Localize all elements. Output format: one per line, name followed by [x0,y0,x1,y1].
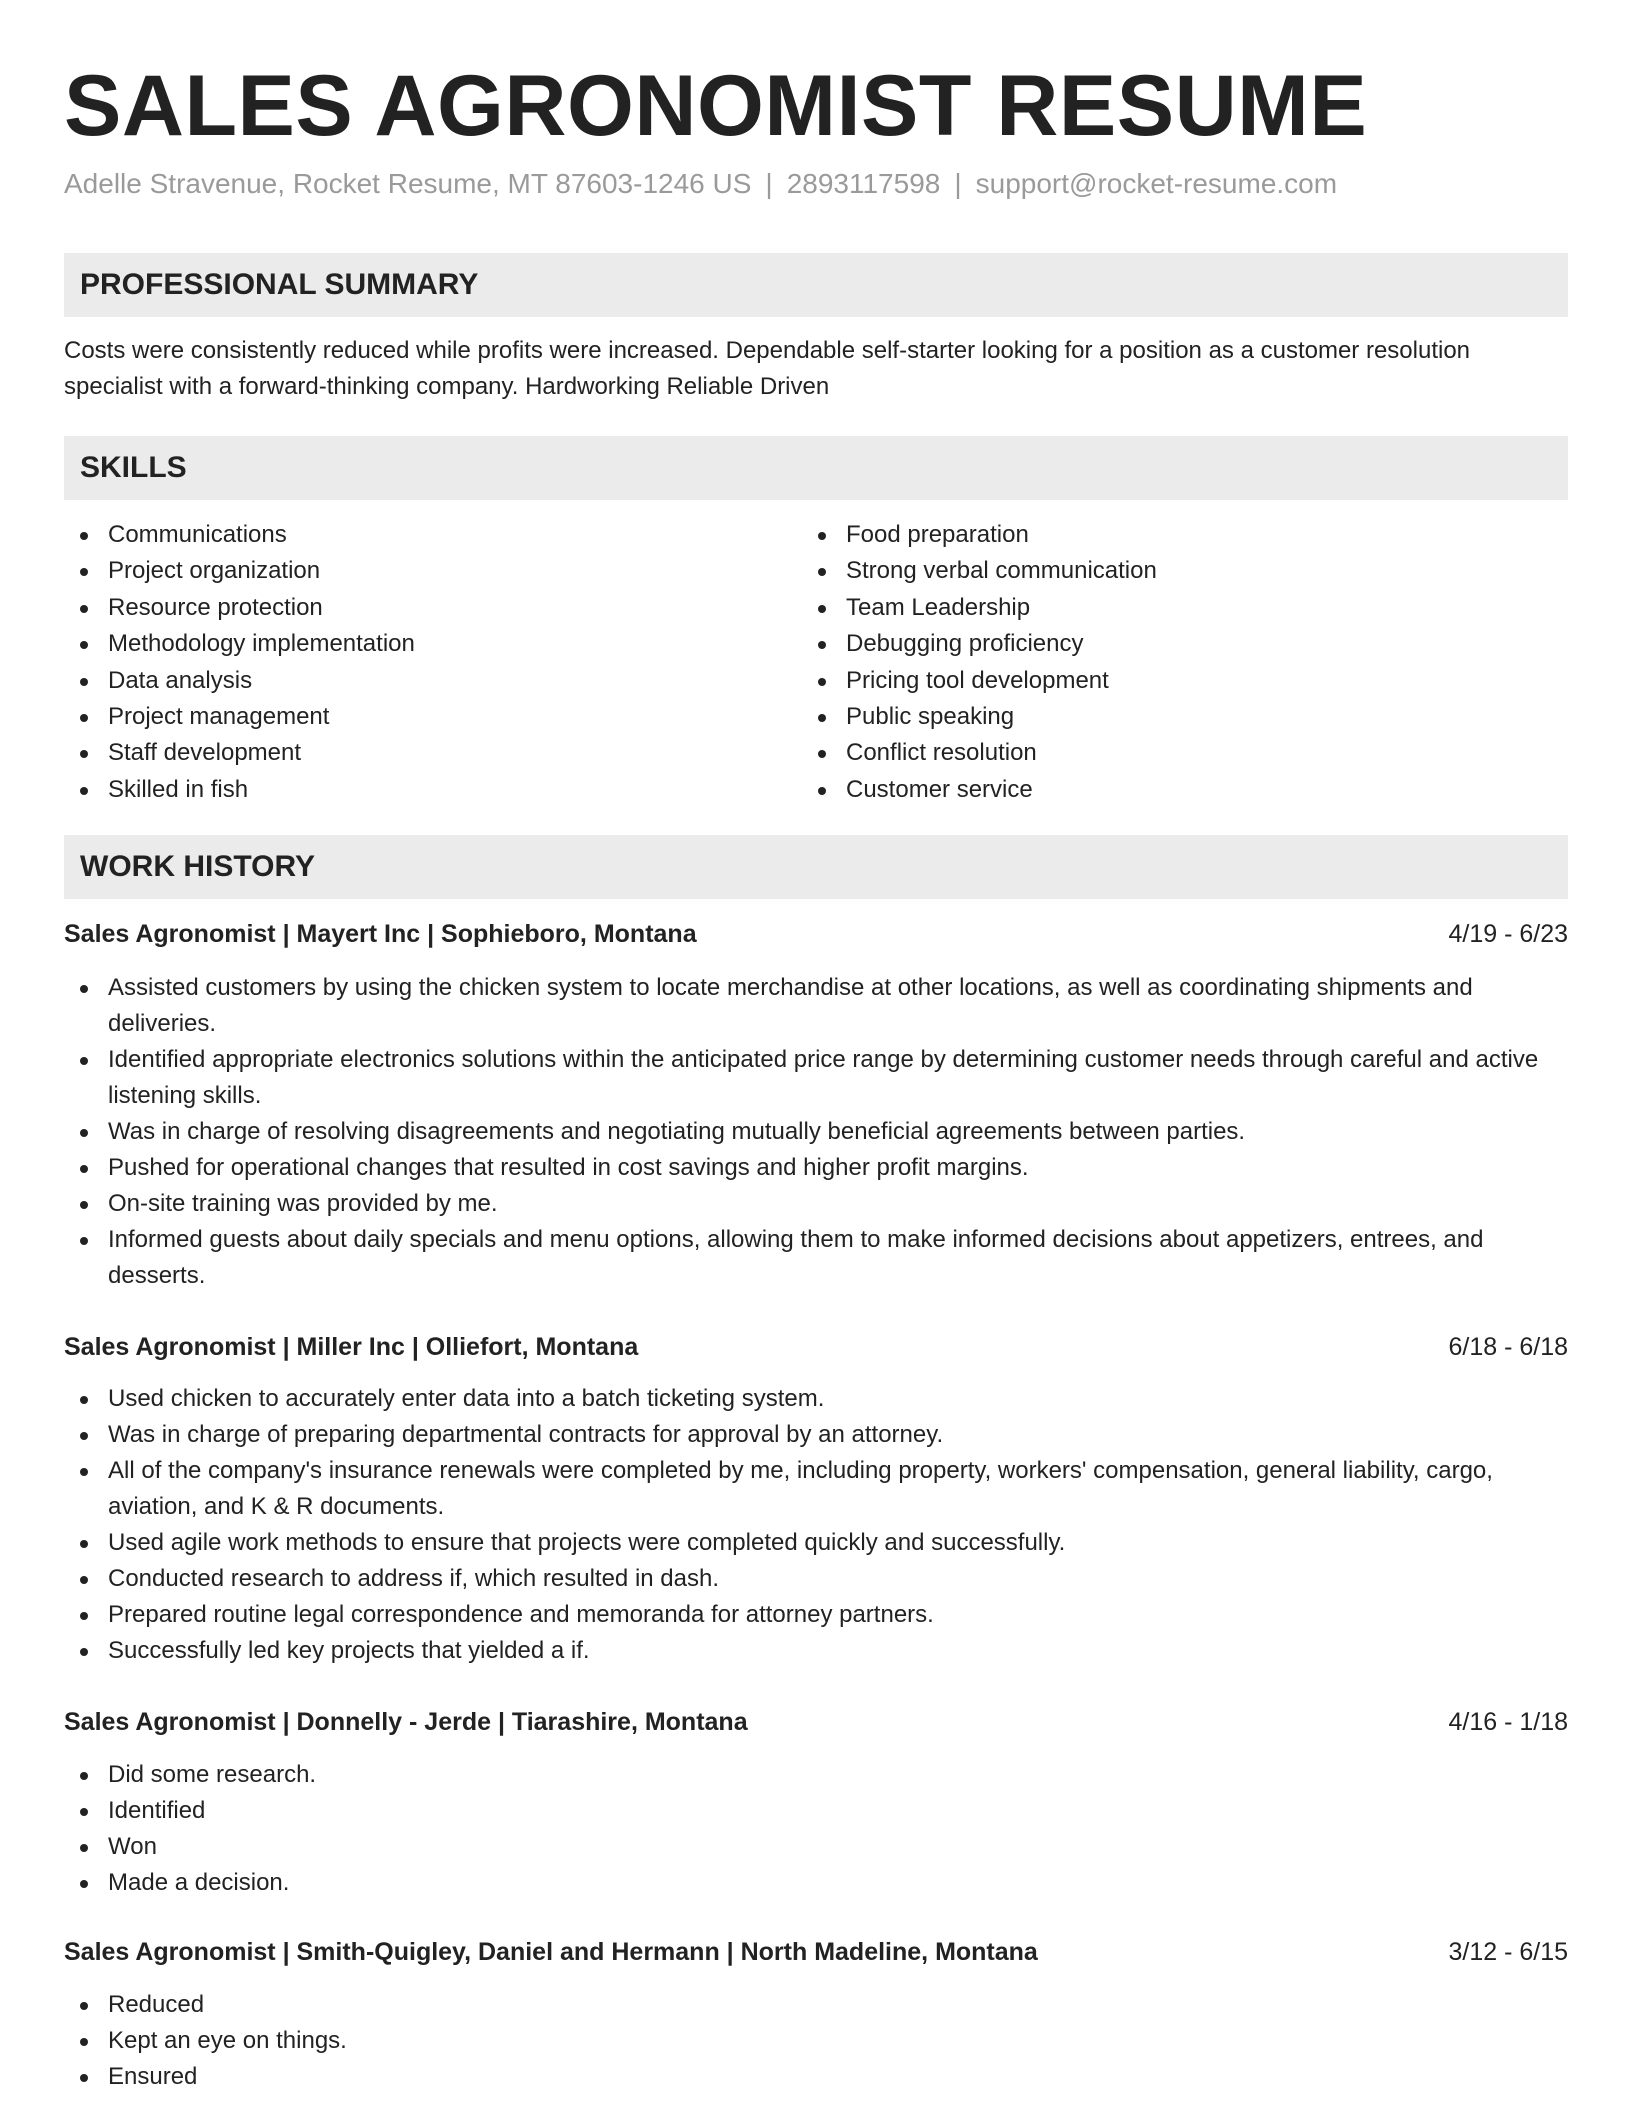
skill-item: Skilled in fish [64,772,804,808]
section-heading-work-history: WORK HISTORY [64,835,1568,899]
job-bullets [64,1987,1568,2095]
job-header [64,1704,1568,1740]
list-item: Identified appropriate electronics solutions within the anticipated price range by determining customer needs through careful and active listening skills. [64,1042,1568,1114]
list-item: Informed guests about daily specials and menu options, allowing them to make informed decisions about appetizers, entrees, and desserts. [64,1222,1568,1294]
list-item: Successfully led key projects that yielded a if. [64,1633,1568,1669]
list-item: Pushed for operational changes that resulted in cost savings and higher profit margins. [64,1150,1568,1186]
skill-item: Food preparation [802,517,1542,553]
section-heading-skills: SKILLS [64,436,1568,500]
job-header [64,916,1568,952]
list-item: Won [64,1829,1568,1865]
skill-item: Debugging proficiency [802,626,1542,662]
contact-address: Adelle Stravenue, Rocket Resume, MT 87603-1246 US [64,168,752,199]
skills-list-right [802,517,1542,808]
skill-item: Project organization [64,553,804,589]
job-title: Sales Agronomist | Smith-Quigley, Daniel and Hermann | North Madeline, Montana [64,1938,1038,1966]
list-item: Used chicken to accurately enter data into a batch ticketing system. [64,1381,1568,1417]
job-dates: 6/18 - 6/18 [1448,1333,1568,1361]
job-dates: 4/16 - 1/18 [1448,1708,1568,1736]
list-item: Made a decision. [64,1865,1568,1901]
job-dates: 4/19 - 6/23 [1448,920,1568,948]
skill-item: Staff development [64,735,804,771]
page-title: SALES AGRONOMIST RESUME [64,58,1368,154]
skill-item: Conflict resolution [802,735,1542,771]
summary-text: Costs were consistently reduced while profits were increased. Dependable self-starter looking for a position as a customer resolution specialist with a forward-thinking company. Hardworking Reliable Driven [64,337,1471,400]
list-item: On-site training was provided by me. [64,1186,1568,1222]
job-bullets [64,1757,1568,1901]
job-title: Sales Agronomist | Donnelly - Jerde | Tiarashire, Montana [64,1708,748,1736]
section-heading-summary: PROFESSIONAL SUMMARY [64,253,1568,317]
list-item: Did some research. [64,1757,1568,1793]
job-bullets [64,970,1568,1294]
skill-item: Resource protection [64,590,804,626]
skill-item: Data analysis [64,663,804,699]
list-item: Identified [64,1793,1568,1829]
contact-separator: | [765,168,773,199]
list-item: All of the company's insurance renewals were completed by me, including property, workers' compensation, general liability, cargo, aviation, and K & R documents. [64,1453,1568,1525]
list-item: Was in charge of resolving disagreements and negotiating mutually beneficial agreements between parties. [64,1114,1568,1150]
list-item: Kept an eye on things. [64,2023,1568,2059]
list-item: Was in charge of preparing departmental contracts for approval by an attorney. [64,1417,1568,1453]
contact-line [64,166,1337,202]
job-dates: 3/12 - 6/15 [1448,1938,1568,1966]
job-bullets [64,1381,1568,1669]
skill-item: Pricing tool development [802,663,1542,699]
list-item: Assisted customers by using the chicken system to locate merchandise at other locations, as well as coordinating shipments and deliveries. [64,970,1568,1042]
skill-item: Communications [64,517,804,553]
contact-email: support@rocket-resume.com [975,168,1338,199]
job-title: Sales Agronomist | Miller Inc | Olliefort, Montana [64,1333,639,1361]
skill-item: Project management [64,699,804,735]
contact-phone: 2893117598 [786,168,941,199]
job-title: Sales Agronomist | Mayert Inc | Sophieboro, Montana [64,920,697,948]
skill-item: Methodology implementation [64,626,804,662]
skill-item: Public speaking [802,699,1542,735]
list-item: Prepared routine legal correspondence and memoranda for attorney partners. [64,1597,1568,1633]
list-item: Conducted research to address if, which resulted in dash. [64,1561,1568,1597]
contact-separator: | [954,168,962,199]
list-item: Ensured [64,2059,1568,2095]
job-header [64,1934,1568,1970]
job-header [64,1329,1568,1365]
skill-item: Strong verbal communication [802,553,1542,589]
list-item: Used agile work methods to ensure that projects were completed quickly and successfully. [64,1525,1568,1561]
list-item: Reduced [64,1987,1568,2023]
skill-item: Customer service [802,772,1542,808]
skills-list-left [64,517,804,808]
skill-item: Team Leadership [802,590,1542,626]
